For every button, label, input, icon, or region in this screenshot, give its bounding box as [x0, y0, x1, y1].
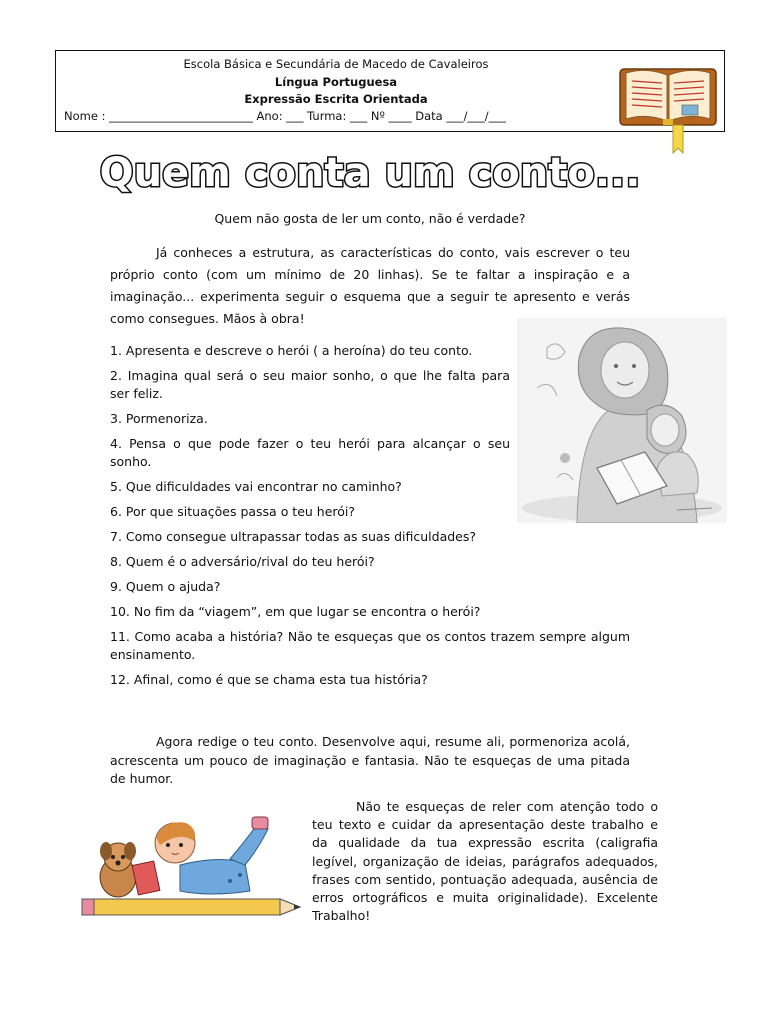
school-name: Escola Básica e Secundária de Macedo de Cavaleiros [183, 57, 489, 71]
list-item: 12. Afinal, como é que se chama esta tua história? [110, 672, 428, 687]
list-item: 10. No fim da “viagem”, em que lugar se encontra o herói? [110, 604, 481, 619]
subject-name: Língua Portuguesa [274, 75, 398, 89]
open-book-icon [618, 63, 718, 158]
student-info-line: Nome : _________________________ Ano: ___ Turma: ___ Nº ____ Data ___/___/___ [64, 109, 506, 123]
page-title: Quem conta um conto... [99, 150, 641, 196]
header-box [55, 50, 725, 132]
list-item: 5. Que dificuldades vai encontrar no caminho? [110, 479, 402, 494]
final-reminder-paragraph: Não te esqueças de reler com atenção todo o teu texto e cuidar da apresentação deste trabalho e da qualidade da tua expressão escrita (caligrafia legível, organização de ideias, parágrafos adequados, frases com sentido, pontuação adequada, ausência de erros ortográficos e muita originalidade). Excelente Trabalho! [312, 799, 658, 924]
list-item: 9. Quem o ajuda? [110, 579, 221, 594]
story-steps-list [110, 342, 630, 689]
writing-instructions-paragraph: Agora redige o teu conto. Desenvolve aqui, resume ali, pormenoriza acolá, acrescenta um pouco de imaginação e fantasia. Não te esqueças de uma pitada de humor. [110, 734, 630, 786]
activity-name: Expressão Escrita Orientada [244, 92, 428, 106]
child-reading-on-pencil-illustration [80, 815, 305, 920]
list-item: 8. Quem é o adversário/rival do teu herói? [110, 554, 375, 569]
list-item: 1. Apresenta e descreve o herói ( a heroína) do teu conto. [110, 343, 473, 358]
list-item: 4. Pensa o que pode fazer o teu herói para alcançar o seu sonho. [110, 436, 510, 469]
list-item: 2. Imagina qual será o seu maior sonho, o que lhe falta para ser feliz. [110, 368, 510, 401]
list-item: 6. Por que situações passa o teu herói? [110, 504, 356, 519]
intro-question: Quem não gosta de ler um conto, não é verdade? [214, 211, 526, 226]
instructions-paragraph: Já conheces a estrutura, as características do conto, vais escrever o teu próprio conto (com um mínimo de 20 linhas). Se te faltar a inspiração e a imaginação... experimenta seguir o esquema que a seguir te apresento e verás como consegues. Mãos à obra! [110, 245, 630, 326]
list-item: 11. Como acaba a história? Não te esqueças que os contos trazem sempre algum ensinamento. [110, 629, 630, 662]
list-item: 3. Pormenoriza. [110, 411, 208, 426]
list-item: 7. Como consegue ultrapassar todas as suas dificuldades? [110, 529, 476, 544]
